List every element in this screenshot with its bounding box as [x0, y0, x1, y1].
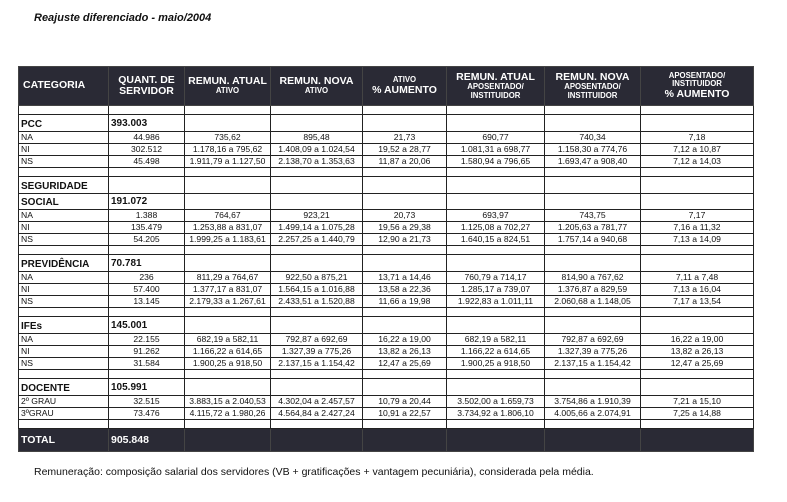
- table-row: [19, 210, 754, 222]
- header-row: [19, 67, 754, 106]
- group-row: [19, 255, 754, 272]
- table-cell: 2.137,15 a 1.154,42: [545, 358, 641, 370]
- table-cell: 16,22 a 19,00: [363, 334, 447, 346]
- table-cell: 7,13 a 14,09: [641, 234, 754, 246]
- header-remun-atual-ativo: REMUN. ATUAL ATIVO: [185, 67, 271, 106]
- empty-cell: [363, 379, 447, 396]
- table-cell: 1.205,63 a 781,77: [545, 222, 641, 234]
- total-value: 905.848: [109, 429, 185, 452]
- table-cell: 1.900,25 a 918,50: [185, 358, 271, 370]
- table-cell: 1.081,31 a 698,77: [447, 144, 545, 156]
- empty-cell: [641, 194, 754, 210]
- empty-cell: [19, 308, 109, 317]
- row-label: NA: [19, 210, 109, 222]
- empty-cell: [271, 429, 363, 452]
- table-cell: 7,12 a 10,87: [641, 144, 754, 156]
- group-total: 191.072: [109, 194, 185, 210]
- empty-cell: [641, 420, 754, 429]
- empty-cell: [447, 168, 545, 177]
- table-cell: 45.498: [109, 156, 185, 168]
- row-label: NS: [19, 234, 109, 246]
- table-cell: 811,29 a 764,67: [185, 272, 271, 284]
- table-cell: 682,19 a 582,11: [447, 334, 545, 346]
- empty-cell: [363, 255, 447, 272]
- empty-cell: [363, 106, 447, 115]
- row-label: NS: [19, 358, 109, 370]
- table-cell: 11,66 a 19,98: [363, 296, 447, 308]
- header-remun-nova-aposentado: REMUN. NOVA APOSENTADO/ INSTITUIDOR: [545, 67, 641, 106]
- empty-cell: [545, 168, 641, 177]
- group-name: SEGURIDADE: [19, 177, 109, 194]
- table-cell: 1.911,79 a 1.127,50: [185, 156, 271, 168]
- table-row: [19, 296, 754, 308]
- empty-cell: [545, 420, 641, 429]
- header-aposentado-aumento: APOSENTADO/ INSTITUIDOR % AUMENTO: [641, 67, 754, 106]
- table-cell: 1.166,22 a 614,65: [447, 346, 545, 358]
- table-cell: 16,22 a 19,00: [641, 334, 754, 346]
- empty-cell: [447, 317, 545, 334]
- empty-cell: [641, 379, 754, 396]
- header-remun-nova-ativo: REMUN. NOVA ATIVO: [271, 67, 363, 106]
- empty-cell: [447, 370, 545, 379]
- row-label: NI: [19, 144, 109, 156]
- table-cell: 1.388: [109, 210, 185, 222]
- table-cell: 1.166,22 a 614,65: [185, 346, 271, 358]
- table-cell: 690,77: [447, 132, 545, 144]
- row-label: NI: [19, 222, 109, 234]
- empty-cell: [363, 317, 447, 334]
- table-cell: 1.253,88 a 831,07: [185, 222, 271, 234]
- table-cell: 792,87 a 692,69: [271, 334, 363, 346]
- total-label: TOTAL: [19, 429, 109, 452]
- table-cell: 2.138,70 a 1.353,63: [271, 156, 363, 168]
- table-cell: 13,82 a 26,13: [363, 346, 447, 358]
- table-cell: 1.499,14 a 1.075,28: [271, 222, 363, 234]
- table-cell: 792,87 a 692,69: [545, 334, 641, 346]
- table-cell: 1.125,08 a 702,27: [447, 222, 545, 234]
- table-cell: 2.257,25 a 1.440,79: [271, 234, 363, 246]
- row-label: NA: [19, 334, 109, 346]
- table-cell: 7,21 a 15,10: [641, 396, 754, 408]
- group-row-continued: [19, 194, 754, 210]
- spacer-row: [19, 308, 754, 317]
- table-cell: 2.433,51 a 1.520,88: [271, 296, 363, 308]
- table-cell: 3.502,00 a 1.659,73: [447, 396, 545, 408]
- row-label: NS: [19, 296, 109, 308]
- table-cell: 735,62: [185, 132, 271, 144]
- empty-cell: [447, 429, 545, 452]
- empty-cell: [271, 308, 363, 317]
- table-cell: 236: [109, 272, 185, 284]
- table-row: [19, 358, 754, 370]
- row-label: 3ºGRAU: [19, 408, 109, 420]
- empty-cell: [185, 106, 271, 115]
- header-ativo-aumento: ATIVO % AUMENTO: [363, 67, 447, 106]
- table-cell: 1.580,94 a 796,65: [447, 156, 545, 168]
- table-cell: 10,91 a 22,57: [363, 408, 447, 420]
- table-row: [19, 222, 754, 234]
- spacer-row: [19, 246, 754, 255]
- empty-cell: [545, 308, 641, 317]
- table-cell: 54.205: [109, 234, 185, 246]
- empty-cell: [641, 106, 754, 115]
- empty-cell: [641, 317, 754, 334]
- table-row: [19, 132, 754, 144]
- row-label: NA: [19, 272, 109, 284]
- group-total: 145.001: [109, 317, 185, 334]
- table-cell: 11,87 a 20,06: [363, 156, 447, 168]
- table-cell: 682,19 a 582,11: [185, 334, 271, 346]
- empty-cell: [271, 194, 363, 210]
- table-cell: 1.408,09 a 1.024,54: [271, 144, 363, 156]
- group-row: [19, 177, 754, 194]
- table-cell: 7,17: [641, 210, 754, 222]
- table-cell: 895,48: [271, 132, 363, 144]
- row-label: 2º GRAU: [19, 396, 109, 408]
- empty-cell: [363, 308, 447, 317]
- group-name: IFEs: [19, 317, 109, 334]
- empty-cell: [545, 106, 641, 115]
- table-cell: 3.883,15 a 2.040,53: [185, 396, 271, 408]
- empty-cell: [19, 106, 109, 115]
- header-quant-servidor: QUANT. DE SERVIDOR: [109, 67, 185, 106]
- row-label: NI: [19, 284, 109, 296]
- table-cell: 3.734,92 a 1.806,10: [447, 408, 545, 420]
- table-cell: 20,73: [363, 210, 447, 222]
- group-total: [109, 177, 185, 194]
- empty-cell: [19, 168, 109, 177]
- empty-cell: [271, 317, 363, 334]
- table-cell: 2.060,68 a 1.148,05: [545, 296, 641, 308]
- empty-cell: [109, 246, 185, 255]
- table-cell: 302.512: [109, 144, 185, 156]
- group-total: 70.781: [109, 255, 185, 272]
- total-row: [19, 429, 754, 452]
- table-cell: 1.376,87 a 829,59: [545, 284, 641, 296]
- empty-cell: [271, 106, 363, 115]
- table-cell: 44.986: [109, 132, 185, 144]
- salary-table: [18, 66, 754, 452]
- empty-cell: [545, 115, 641, 132]
- empty-cell: [641, 370, 754, 379]
- empty-cell: [363, 420, 447, 429]
- empty-cell: [271, 115, 363, 132]
- empty-cell: [447, 379, 545, 396]
- empty-cell: [109, 370, 185, 379]
- group-row: [19, 115, 754, 132]
- table-cell: 19,56 a 29,38: [363, 222, 447, 234]
- table-cell: 13,82 a 26,13: [641, 346, 754, 358]
- empty-cell: [363, 177, 447, 194]
- table-cell: 2.179,33 a 1.267,61: [185, 296, 271, 308]
- empty-cell: [545, 317, 641, 334]
- table-cell: 1.377,17 a 831,07: [185, 284, 271, 296]
- table-row: [19, 284, 754, 296]
- table-cell: 12,47 a 25,69: [641, 358, 754, 370]
- table-cell: 1.285,17 a 739,07: [447, 284, 545, 296]
- table-cell: 1.999,25 a 1.183,61: [185, 234, 271, 246]
- table-row: [19, 346, 754, 358]
- empty-cell: [447, 115, 545, 132]
- empty-cell: [447, 246, 545, 255]
- empty-cell: [545, 429, 641, 452]
- salary-table-container: [18, 66, 753, 452]
- empty-cell: [545, 255, 641, 272]
- header-remun-atual-aposentado: REMUN. ATUAL APOSENTADO/ INSTITUIDOR: [447, 67, 545, 106]
- empty-cell: [447, 308, 545, 317]
- empty-cell: [363, 429, 447, 452]
- empty-cell: [109, 308, 185, 317]
- group-total: 393.003: [109, 115, 185, 132]
- empty-cell: [641, 429, 754, 452]
- table-cell: 12,90 a 21,73: [363, 234, 447, 246]
- table-row: [19, 156, 754, 168]
- table-cell: 1.564,15 a 1.016,88: [271, 284, 363, 296]
- empty-cell: [185, 420, 271, 429]
- empty-cell: [109, 420, 185, 429]
- document-title: Reajuste diferenciado - maio/2004: [34, 12, 212, 24]
- empty-cell: [363, 115, 447, 132]
- empty-cell: [545, 194, 641, 210]
- table-cell: 13,58 a 22,36: [363, 284, 447, 296]
- table-cell: 7,13 a 16,04: [641, 284, 754, 296]
- empty-cell: [185, 246, 271, 255]
- empty-cell: [271, 177, 363, 194]
- table-cell: 7,12 a 14,03: [641, 156, 754, 168]
- table-cell: 21,73: [363, 132, 447, 144]
- empty-cell: [185, 317, 271, 334]
- empty-cell: [545, 246, 641, 255]
- table-row: [19, 396, 754, 408]
- table-cell: 1.922,83 a 1.011,11: [447, 296, 545, 308]
- spacer-row: [19, 106, 754, 115]
- table-cell: 4.302,04 a 2.457,57: [271, 396, 363, 408]
- table-cell: 4.564,84 a 2.427,24: [271, 408, 363, 420]
- empty-cell: [447, 255, 545, 272]
- spacer-row: [19, 168, 754, 177]
- table-row: [19, 334, 754, 346]
- empty-cell: [447, 420, 545, 429]
- empty-cell: [19, 420, 109, 429]
- empty-cell: [641, 255, 754, 272]
- empty-cell: [641, 168, 754, 177]
- group-row: [19, 317, 754, 334]
- table-body: [19, 106, 754, 452]
- empty-cell: [447, 177, 545, 194]
- table-cell: 12,47 a 25,69: [363, 358, 447, 370]
- table-row: [19, 234, 754, 246]
- group-name: DOCENTE: [19, 379, 109, 396]
- table-row: [19, 272, 754, 284]
- table-cell: 4.115,72 a 1.980,26: [185, 408, 271, 420]
- table-cell: 743,75: [545, 210, 641, 222]
- row-label: NA: [19, 132, 109, 144]
- table-cell: 22.155: [109, 334, 185, 346]
- empty-cell: [271, 246, 363, 255]
- empty-cell: [271, 255, 363, 272]
- empty-cell: [185, 194, 271, 210]
- table-cell: 922,50 a 875,21: [271, 272, 363, 284]
- empty-cell: [185, 255, 271, 272]
- row-label: NI: [19, 346, 109, 358]
- table-cell: 760,79 a 714,17: [447, 272, 545, 284]
- table-cell: 1.158,30 a 774,76: [545, 144, 641, 156]
- table-cell: 764,67: [185, 210, 271, 222]
- table-cell: 135.479: [109, 222, 185, 234]
- empty-cell: [545, 379, 641, 396]
- footnote: Remuneração: composição salarial dos servidores (VB + gratificações + vantagem pecuniária), considerada pela média.: [34, 466, 594, 478]
- table-cell: 7,11 a 7,48: [641, 272, 754, 284]
- empty-cell: [271, 379, 363, 396]
- empty-cell: [271, 370, 363, 379]
- table-cell: 1.178,16 a 795,62: [185, 144, 271, 156]
- empty-cell: [185, 370, 271, 379]
- empty-cell: [185, 379, 271, 396]
- empty-cell: [545, 177, 641, 194]
- empty-cell: [19, 370, 109, 379]
- table-cell: 1.640,15 a 824,51: [447, 234, 545, 246]
- empty-cell: [185, 168, 271, 177]
- group-total: 105.991: [109, 379, 185, 396]
- empty-cell: [545, 370, 641, 379]
- table-cell: 31.584: [109, 358, 185, 370]
- table-cell: 10,79 a 20,44: [363, 396, 447, 408]
- table-cell: 4.005,66 a 2.074,91: [545, 408, 641, 420]
- table-cell: 3.754,86 a 1.910,39: [545, 396, 641, 408]
- spacer-row: [19, 370, 754, 379]
- group-name: PREVIDÊNCIA: [19, 255, 109, 272]
- table-cell: 1.900,25 a 918,50: [447, 358, 545, 370]
- table-cell: 1.757,14 a 940,68: [545, 234, 641, 246]
- empty-cell: [641, 115, 754, 132]
- group-row: [19, 379, 754, 396]
- row-label: NS: [19, 156, 109, 168]
- empty-cell: [447, 106, 545, 115]
- empty-cell: [185, 429, 271, 452]
- empty-cell: [363, 370, 447, 379]
- table-cell: 57.400: [109, 284, 185, 296]
- table-cell: 13,71 a 14,46: [363, 272, 447, 284]
- table-row: [19, 144, 754, 156]
- table-cell: 693,97: [447, 210, 545, 222]
- table-cell: 32.515: [109, 396, 185, 408]
- group-name-line2: SOCIAL: [19, 194, 109, 210]
- table-cell: 7,25 a 14,88: [641, 408, 754, 420]
- empty-cell: [185, 308, 271, 317]
- empty-cell: [363, 194, 447, 210]
- spacer-row: [19, 420, 754, 429]
- empty-cell: [271, 420, 363, 429]
- empty-cell: [363, 246, 447, 255]
- table-cell: 7,17 a 13,54: [641, 296, 754, 308]
- group-name: PCC: [19, 115, 109, 132]
- table-cell: 7,16 a 11,32: [641, 222, 754, 234]
- table-cell: 923,21: [271, 210, 363, 222]
- table-cell: 1.327,39 a 775,26: [545, 346, 641, 358]
- empty-cell: [109, 106, 185, 115]
- table-cell: 91.262: [109, 346, 185, 358]
- table-row: [19, 408, 754, 420]
- table-cell: 73.476: [109, 408, 185, 420]
- table-cell: 1.327,39 a 775,26: [271, 346, 363, 358]
- empty-cell: [641, 177, 754, 194]
- empty-cell: [363, 168, 447, 177]
- empty-cell: [109, 168, 185, 177]
- empty-cell: [641, 308, 754, 317]
- empty-cell: [19, 246, 109, 255]
- empty-cell: [185, 115, 271, 132]
- table-cell: 740,34: [545, 132, 641, 144]
- empty-cell: [447, 194, 545, 210]
- empty-cell: [271, 168, 363, 177]
- header-categoria: CATEGORIA: [19, 67, 109, 106]
- table-cell: 814,90 a 767,62: [545, 272, 641, 284]
- empty-cell: [185, 177, 271, 194]
- table-cell: 1.693,47 a 908,40: [545, 156, 641, 168]
- empty-cell: [641, 246, 754, 255]
- table-cell: 2.137,15 a 1.154,42: [271, 358, 363, 370]
- table-cell: 19,52 a 28,77: [363, 144, 447, 156]
- table-cell: 13.145: [109, 296, 185, 308]
- table-cell: 7,18: [641, 132, 754, 144]
